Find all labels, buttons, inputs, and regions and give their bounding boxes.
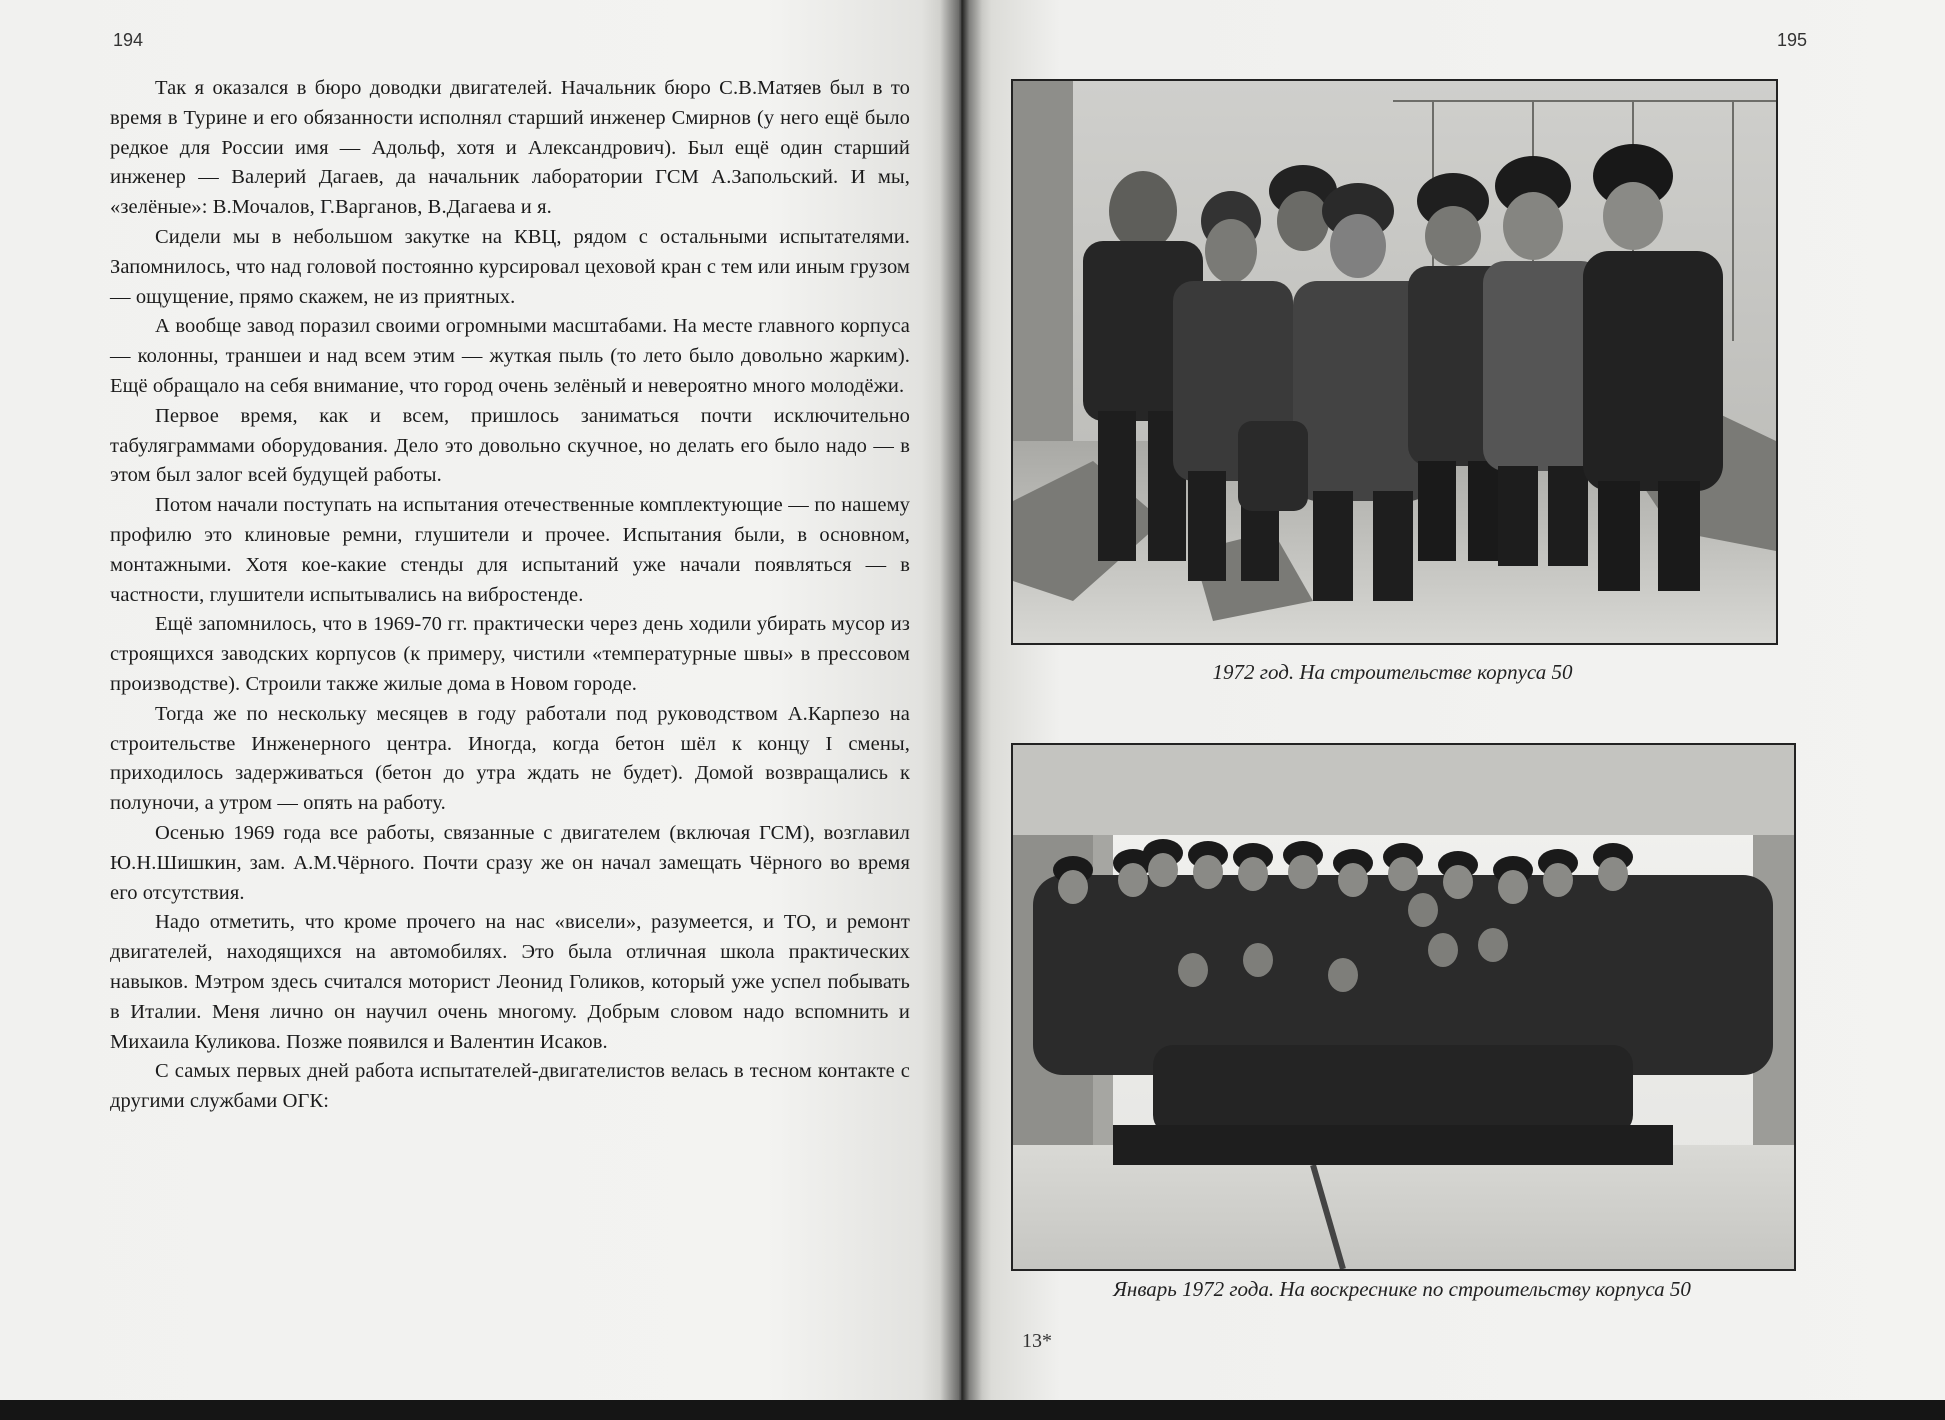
scan-edge	[0, 1400, 1945, 1420]
paragraph-6: Ещё запомнилось, что в 1969-70 гг. практически через день ходили убирать мусор из строящихся заводских корпусов (к примеру, чистили «температурные швы» в прессовом производстве). Строили также жилые дома в Новом городе.	[110, 613, 910, 695]
right-page	[962, 0, 1945, 1400]
page-number-left: 194	[113, 30, 144, 50]
photo-2-image	[1013, 745, 1794, 1269]
paragraph-10: С самых первых дней работа испытателей-двигателистов велась в тесном контакте с другими службами ОГК:	[110, 1060, 910, 1113]
photo-construction-group	[1011, 79, 1778, 645]
paragraph-2: Сидели мы в небольшом закутке на КВЦ, рядом с остальными испытателями. Запомнилось, что над головой постоянно курсировал цеховой кран с тем или иным грузом — ощущение, прямо скажем, не из приятных.	[110, 225, 910, 308]
photo-1-image	[1013, 81, 1776, 643]
signature-mark: 13*	[1022, 1330, 1052, 1352]
photo-2-caption: Январь 1972 года. На воскреснике по строительству корпуса 50	[1113, 1277, 1691, 1301]
paragraph-9: Надо отметить, что кроме прочего на нас «висели», разумеется, и ТО, и ремонт двигателей, находящихся на автомобилях. Это была отличная школа практических навыков. Мэтром здесь считался моторист Леонид Голиков, который уже успел побывать в Италии. Меня лично он научил очень многому. Добрым словом надо вспомнить и Михаила Куликова. Позже появился и Валентин Исаков.	[110, 911, 910, 1053]
paragraph-5: Потом начали поступать на испытания отечественные комплектующие — по нашему профилю это клиновые ремни, глушители и прочее. Испытания были, в основном, монтажными. Хотя кое-какие стенды для испытаний уже начали появляться — в частности, глушители испытывались на вибростенде.	[110, 494, 910, 606]
paragraph-1: Так я оказался в бюро доводки двигателей. Начальник бюро С.В.Матяев был в то время в Турине и его обязанности исполнял старший инженер Смирнов (у него ещё было редкое для России имя — Адольф, хотя и Александрович). Был ещё один старший инженер — Валерий Дагаев, да начальник лаборатории ГСМ А.Запольский. И мы, «зелёные»: В.Мочалов, Г.Варганов, В.Дагаева и я.	[110, 77, 910, 219]
photo-voskresnik-group	[1011, 743, 1796, 1271]
left-page	[0, 0, 960, 1400]
book-gutter	[940, 0, 982, 1400]
paragraph-8: Осенью 1969 года все работы, связанные с двигателем (включая ГСМ), возглавил Ю.Н.Шишкин, зам. А.М.Чёрного. Почти сразу же он начал замещать Чёрного во время его отсутствия.	[110, 821, 910, 904]
paragraph-3: А вообще завод поразил своими огромными масштабами. На месте главного корпуса — колонны, траншеи и над всем этим — жуткая пыль (то лето было довольно жарким). Ещё обращало на себя внимание, что город очень зелёный и невероятно много молодёжи.	[110, 315, 910, 397]
page-number-right: 195	[1776, 30, 1807, 50]
paragraph-4: Первое время, как и всем, пришлось заниматься почти исключительно табуляграммами оборудования. Дело это довольно скучное, но делать его было надо — в этом был залог всей будущей работы.	[110, 404, 910, 487]
photo-1-caption: 1972 год. На строительстве корпуса 50	[1212, 660, 1573, 684]
paragraph-7: Тогда же по нескольку месяцев в году работали под руководством А.Карпезо на строительстве Инженерного центра. Иногда, когда бетон шёл к концу I смены, приходилось задерживаться (бетон до утра ждать не будет). Домой возвращались к полуночи, а утром — опять на работу.	[110, 702, 910, 815]
body-text	[110, 74, 910, 1117]
